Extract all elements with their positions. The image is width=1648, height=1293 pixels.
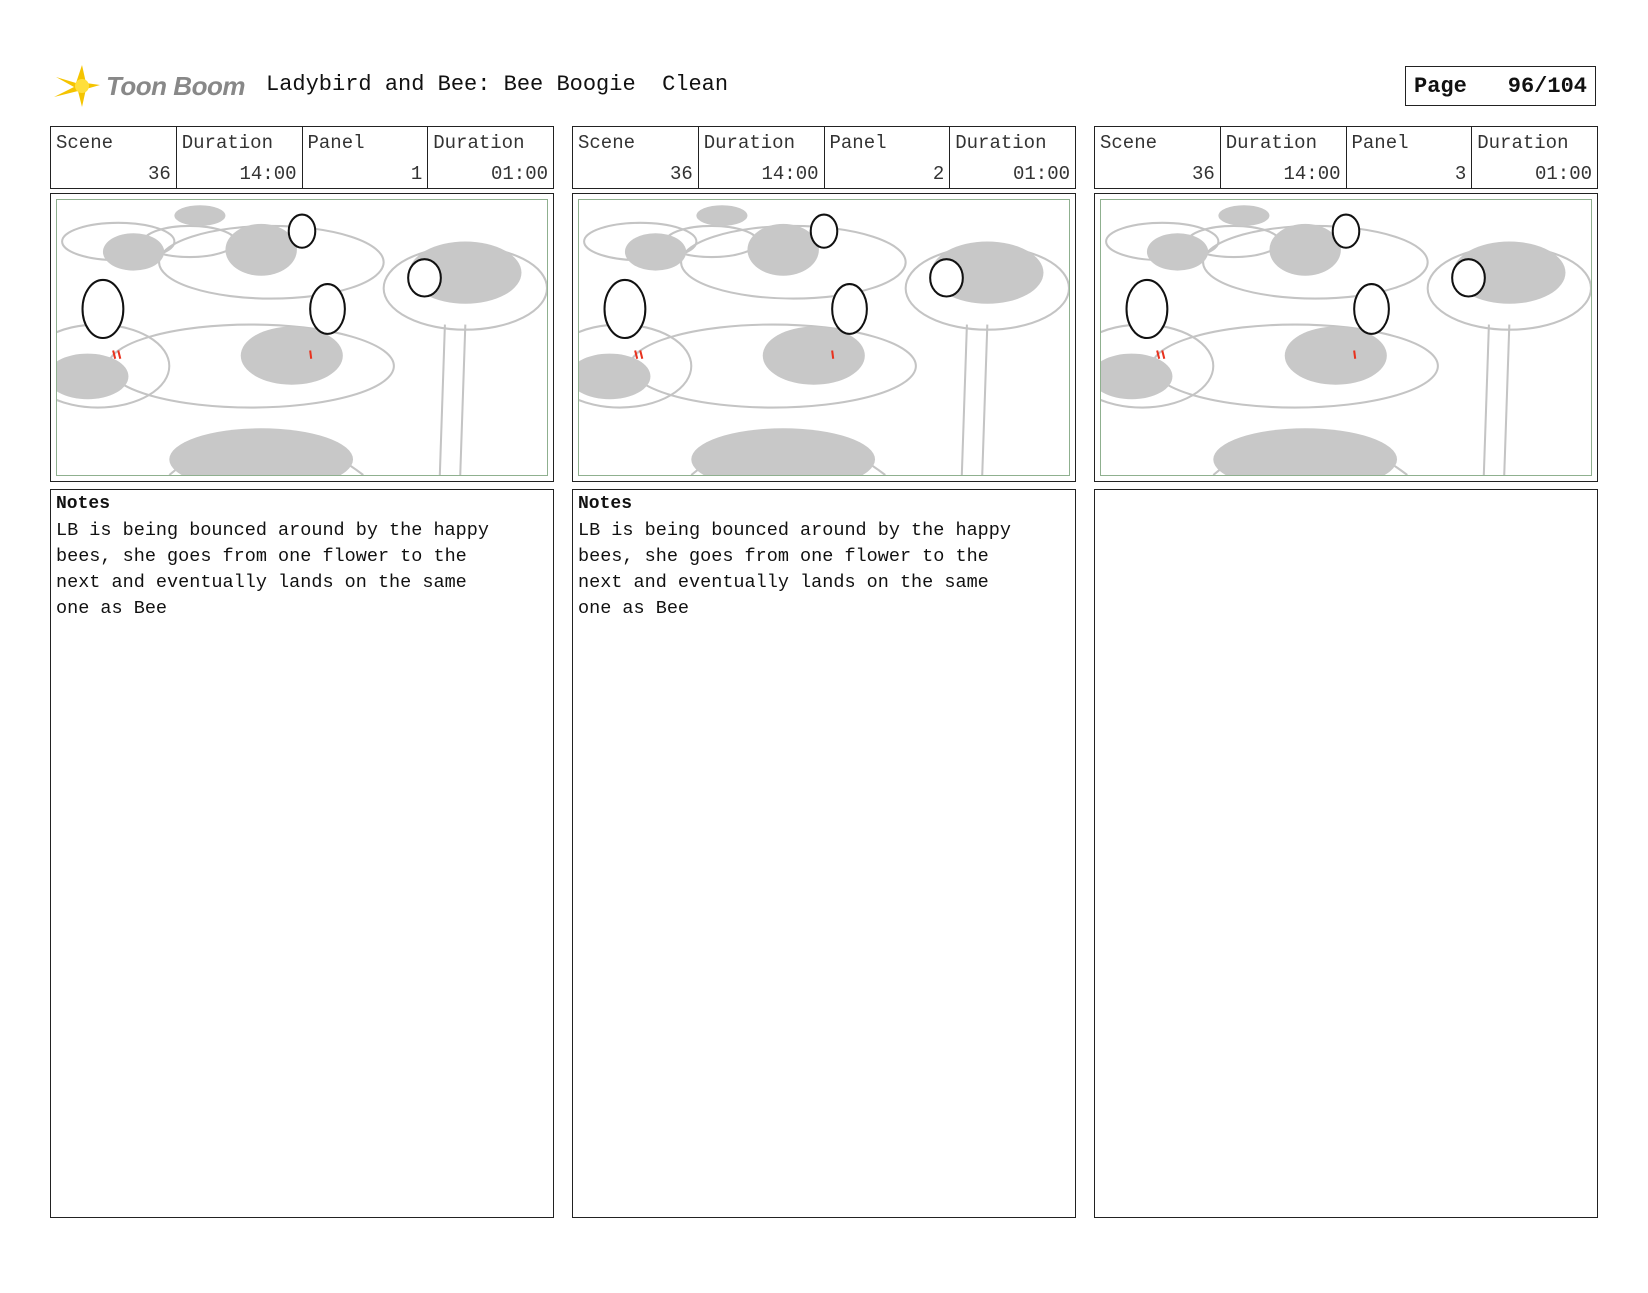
duration-label: Duration	[181, 132, 273, 154]
panel-number: 2	[932, 163, 945, 185]
scene-label: Scene	[56, 132, 114, 154]
notes-label: Notes	[578, 494, 633, 514]
panel-label: Panel	[1351, 132, 1409, 154]
duration-label: Duration	[1477, 132, 1569, 154]
notes-box	[1094, 489, 1598, 1218]
panel-sketch	[1100, 199, 1592, 476]
panel-sketch	[578, 199, 1070, 476]
notes-box	[50, 489, 554, 1218]
scene-number: 36	[147, 163, 171, 185]
scene-number: 36	[1191, 163, 1215, 185]
panel-duration-cell	[950, 127, 1075, 188]
panel-info-table	[1094, 126, 1598, 189]
panel-duration-cell	[1472, 127, 1597, 188]
scene-duration-cell	[699, 127, 825, 188]
panel-duration: 01:00	[1012, 163, 1070, 185]
scene-cell	[1095, 127, 1221, 188]
scene-label: Scene	[1100, 132, 1158, 154]
panel-cell	[825, 127, 951, 188]
storyboard-panel	[50, 126, 554, 1218]
scene-number: 36	[669, 163, 693, 185]
page-number: 96/104	[1507, 73, 1587, 99]
page-indicator	[1405, 66, 1596, 106]
scene-label: Scene	[578, 132, 636, 154]
toon-boom-logo	[52, 60, 252, 112]
scene-duration: 14:00	[761, 163, 819, 185]
scene-duration-cell	[1221, 127, 1347, 188]
panel-image-frame	[572, 193, 1076, 482]
notes-label: Notes	[56, 494, 111, 514]
panel-info-table	[50, 126, 554, 189]
scene-cell	[573, 127, 699, 188]
duration-label: Duration	[433, 132, 525, 154]
duration-label: Duration	[703, 132, 795, 154]
page-label: Page	[1414, 73, 1467, 99]
notes-text: LB is being bounced around by the happy bees, she goes from one flower to the next and eventually lands on the same one as Bee	[578, 520, 1011, 619]
storyboard-title: Ladybird and Bee: Bee Boogie Clean	[266, 72, 729, 97]
storyboard-panel	[1094, 126, 1598, 1218]
panel-cell	[1347, 127, 1473, 188]
scene-duration: 14:00	[239, 163, 297, 185]
panel-sketch	[56, 199, 548, 476]
duration-label: Duration	[1225, 132, 1317, 154]
duration-label: Duration	[955, 132, 1047, 154]
panel-info-table	[572, 126, 1076, 189]
panel-duration: 01:00	[1534, 163, 1592, 185]
panel-image-frame	[50, 193, 554, 482]
panel-number: 1	[410, 163, 423, 185]
storyboard-panel	[572, 126, 1076, 1218]
scene-cell	[51, 127, 177, 188]
scene-duration-cell	[177, 127, 303, 188]
panel-image-frame	[1094, 193, 1598, 482]
notes-text: LB is being bounced around by the happy bees, she goes from one flower to the next and eventually lands on the same one as Bee	[56, 520, 489, 619]
panel-label: Panel	[307, 132, 365, 154]
panel-duration: 01:00	[490, 163, 548, 185]
star-burst-icon	[52, 61, 102, 111]
panel-label: Panel	[829, 132, 887, 154]
scene-duration: 14:00	[1283, 163, 1341, 185]
panel-number: 3	[1454, 163, 1467, 185]
panel-duration-cell	[428, 127, 553, 188]
logo-text: Toon Boom	[106, 70, 245, 101]
notes-box	[572, 489, 1076, 1218]
panel-cell	[303, 127, 429, 188]
